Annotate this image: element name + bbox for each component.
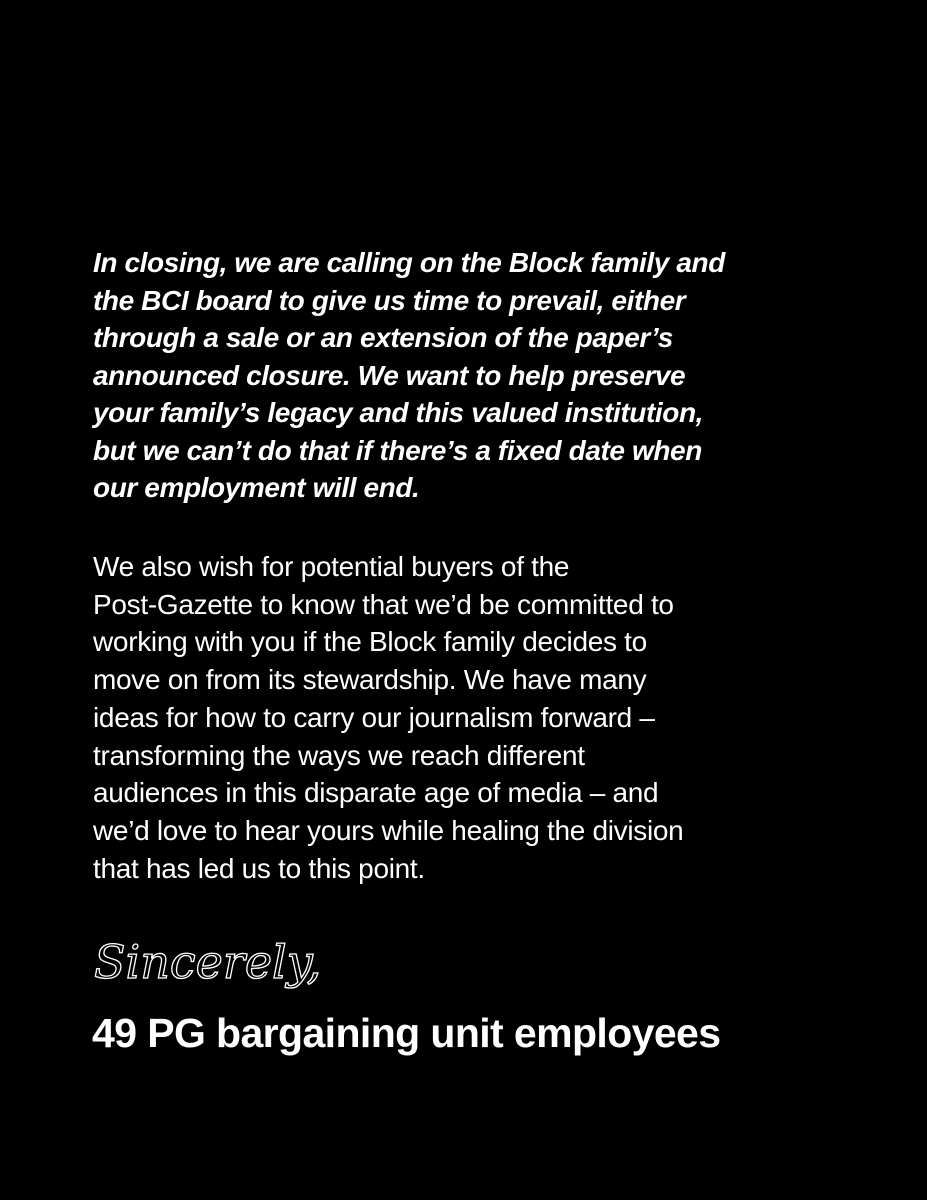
buyers-line: move on from its stewardship. We have many	[93, 664, 647, 696]
buyers-line: ideas for how to carry our journalism forward –	[93, 701, 655, 733]
buyers-line: audiences in this disparate age of media – and	[93, 777, 659, 809]
buyers-line: we’d love to hear yours while healing the division	[93, 814, 684, 846]
closing-line: announced closure. We want to help preserve	[93, 359, 686, 391]
closing-line: the BCI board to give us time to prevail, either	[93, 284, 686, 316]
closing-line: your family’s legacy and this valued institution,	[93, 397, 704, 428]
buyers-line: Post-Gazette to know that we’d be committed to	[93, 588, 674, 620]
closing-line: In closing, we are calling on the Block family and	[93, 247, 725, 278]
closing-line: through a sale or an extension of the paper’s	[93, 322, 673, 353]
signature: 49 PG bargaining unit employees	[92, 1010, 721, 1056]
buyers-line: We also wish for potential buyers of the	[93, 551, 570, 582]
closing-line: but we can’t do that if there’s a fixed date when	[93, 434, 702, 466]
signoff-text: Sincerely,	[94, 935, 322, 989]
closing-line: our employment will end.	[93, 472, 420, 503]
buyers-line: transforming the ways we reach different	[93, 739, 585, 771]
closing-paragraph	[93, 244, 813, 507]
buyers-line: working with you if the Block family decides to	[93, 626, 647, 658]
buyers-line: that has led us to this point.	[93, 852, 425, 884]
handwritten-signoff	[92, 930, 322, 1010]
buyers-paragraph	[93, 548, 813, 887]
